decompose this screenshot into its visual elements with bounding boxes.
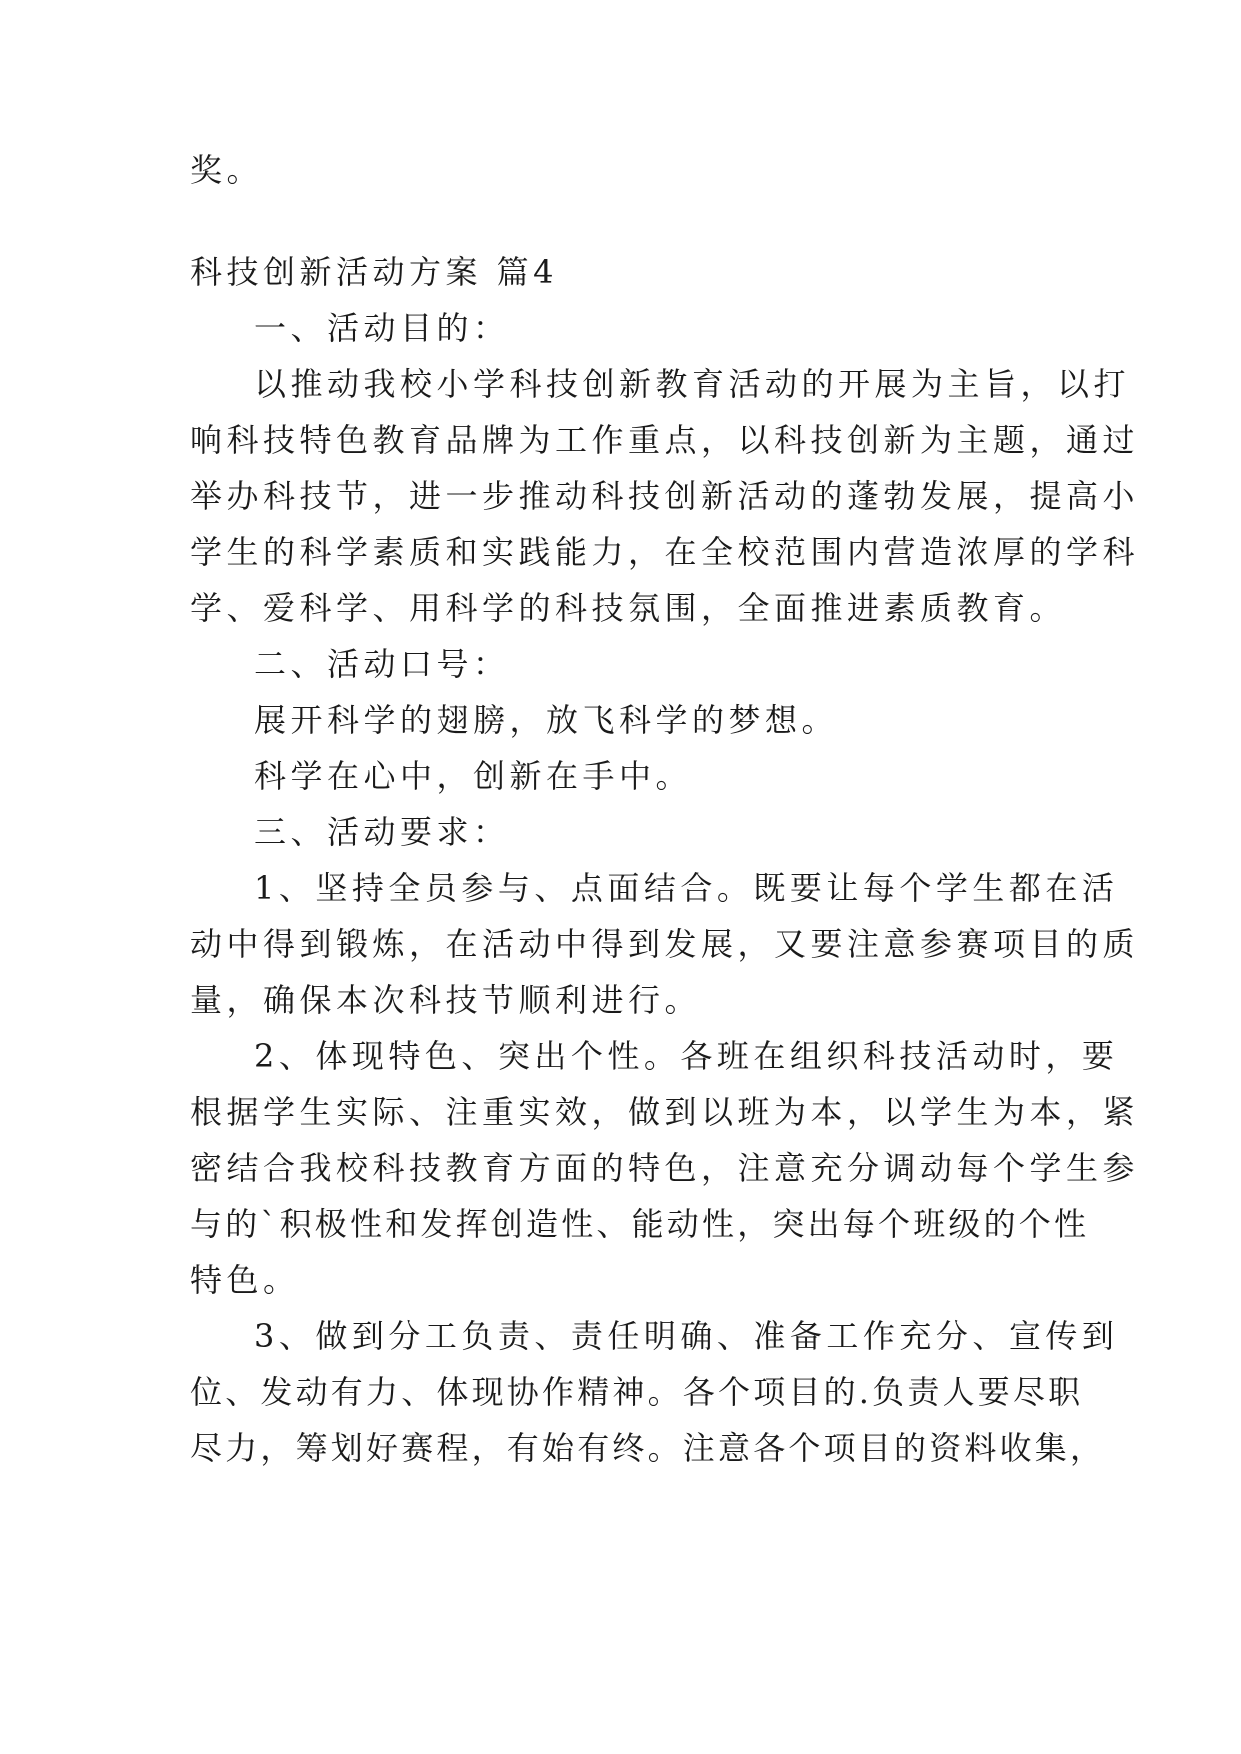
text-line: 奖。: [190, 151, 264, 189]
subheading-requirements: 三、活动要求：: [254, 813, 510, 851]
subheading-slogan: 二、活动口号：: [254, 645, 510, 683]
slogan-line: 展开科学的翅膀，放飞科学的梦想。: [254, 701, 839, 739]
paragraph-line: 根据学生实际、注重实效，做到以班为本，以学生为本，紧: [190, 1093, 1140, 1131]
section-heading: 科技创新活动方案 篇4: [190, 253, 559, 291]
slogan-line: 科学在心中，创新在手中。: [254, 757, 693, 795]
subheading-purpose: 一、活动目的：: [254, 309, 510, 347]
paragraph-line: 3、做到分工负责、责任明确、准备工作充分、宣传到: [254, 1317, 1119, 1355]
paragraph-line: 特色。: [190, 1261, 300, 1299]
paragraph-line: 响科技特色教育品牌为工作重点，以科技创新为主题，通过: [190, 421, 1140, 459]
paragraph-line: 位、发动有力、体现协作精神。各个项目的.负责人要尽职: [190, 1373, 1084, 1411]
paragraph-line: 学生的科学素质和实践能力，在全校范围内营造浓厚的学科: [190, 533, 1140, 571]
paragraph-line: 学、爱科学、用科学的科技氛围，全面推进素质教育。: [190, 589, 1067, 627]
paragraph-line: 尽力，筹划好赛程，有始有终。注意各个项目的资料收集，: [190, 1429, 1106, 1467]
paragraph-line: 密结合我校科技教育方面的特色，注意充分调动每个学生参: [190, 1149, 1140, 1187]
paragraph-line: 量，确保本次科技节顺利进行。: [190, 981, 702, 1019]
paragraph-line: 以推动我校小学科技创新教育活动的开展为主旨，以打: [254, 365, 1131, 403]
paragraph-line: 动中得到锻炼，在活动中得到发展，又要注意参赛项目的质: [190, 925, 1140, 963]
paragraph-line: 2、体现特色、突出个性。各班在组织科技活动时，要: [254, 1037, 1119, 1075]
paragraph-line: 举办科技节，进一步推动科技创新活动的蓬勃发展，提高小: [190, 477, 1140, 515]
paragraph-line: 1、坚持全员参与、点面结合。既要让每个学生都在活: [254, 869, 1119, 907]
paragraph-line: 与的`积极性和发挥创造性、能动性，突出每个班级的个性: [190, 1205, 1090, 1243]
